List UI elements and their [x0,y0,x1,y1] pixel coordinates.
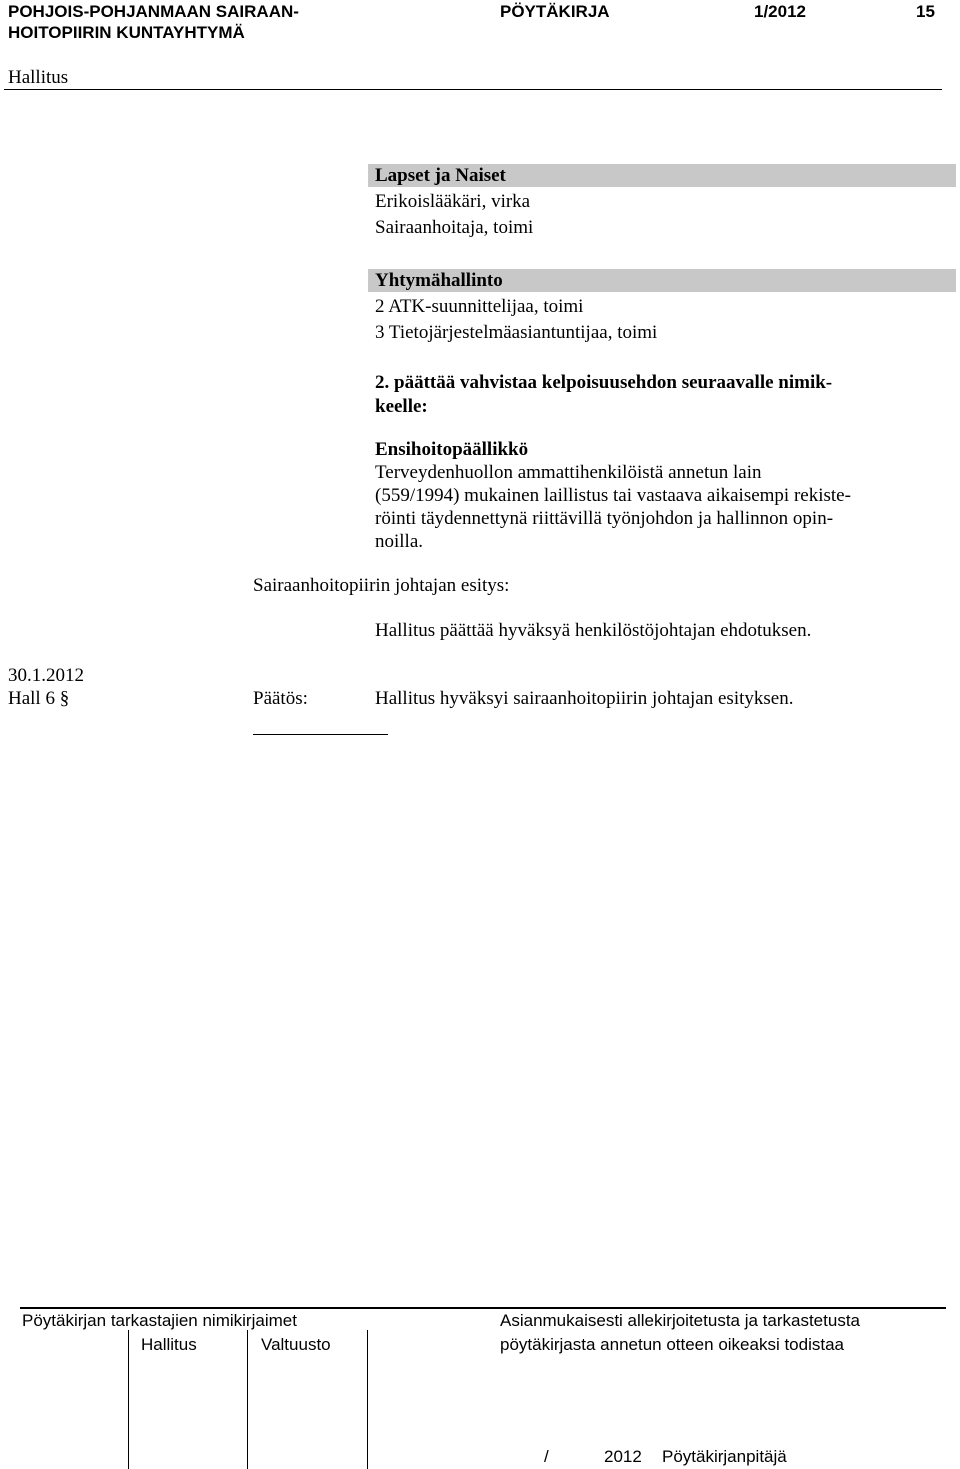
end-of-section-rule [253,734,388,735]
header-divider [4,89,942,90]
certification-line: pöytäkirjasta annetun otteen oikeaksi todistaa [500,1335,845,1354]
list-item: 2 ATK-suunnittelijaa, toimi [375,296,584,317]
section-title: Yhtymähallinto [375,270,503,291]
footer-top-rule [20,1307,946,1309]
initials-column-hallitus: Hallitus [141,1335,197,1354]
page-number: 15 [916,2,935,21]
initials-title: Pöytäkirjan tarkastajien nimikirjaimet [22,1311,297,1330]
footer-column-divider [247,1330,248,1469]
role-title: Ensihoitopäällikkö [375,439,529,460]
list-item: 3 Tietojärjestelmäasiantuntijaa, toimi [375,322,658,343]
proposal-label: Sairaanhoitopiirin johtajan esitys: [253,575,510,596]
org-name-line2: HOITOPIIRIN KUNTAYHTYMÄ [8,23,245,42]
list-item: Erikoislääkäri, virka [375,191,531,212]
certification-line: Asianmukaisesti allekirjoitetusta ja tarkastetusta [500,1311,860,1330]
list-item: Sairaanhoitaja, toimi [375,217,534,238]
document-type: PÖYTÄKIRJA [500,2,610,21]
date-slash: / [544,1447,549,1466]
meeting-date: 30.1.2012 [8,665,84,686]
decision-label: Päätös: [253,688,308,709]
governing-body: Hallitus [8,67,69,88]
proposal-text: Hallitus päättää hyväksyä henkilöstöjohtajan ehdotuksen. [375,620,812,641]
role-text-line: Terveydenhuollon ammattihenkilöistä annetun lain [375,462,762,483]
role-text-line: röinti täydennettynä riittävillä työnjohdon ja hallinnon opin- [375,508,834,529]
minutes-keeper-label: Pöytäkirjanpitäjä [662,1447,787,1466]
footer-column-divider [128,1330,129,1469]
role-text-line: (559/1994) mukainen laillistus tai vastaava aikaisempi rekiste- [375,485,851,506]
point-text-line: keelle: [375,396,428,417]
initials-column-valtuusto: Valtuusto [261,1335,331,1354]
document-number: 1/2012 [754,2,806,21]
decision-text: Hallitus hyväksyi sairaanhoitopiirin johtajan esityksen. [375,688,794,709]
section-title: Lapset ja Naiset [375,165,506,186]
point-text-line: 2. päättää vahvistaa kelpoisuusehdon seuraavalle nimik- [375,372,833,393]
footer-column-divider [367,1330,368,1469]
certification-year: 2012 [604,1447,642,1466]
org-name-line1: POHJOIS-POHJANMAAN SAIRAAN- [8,2,299,21]
role-text-line: noilla. [375,531,424,552]
section-reference: Hall 6 § [8,688,70,709]
